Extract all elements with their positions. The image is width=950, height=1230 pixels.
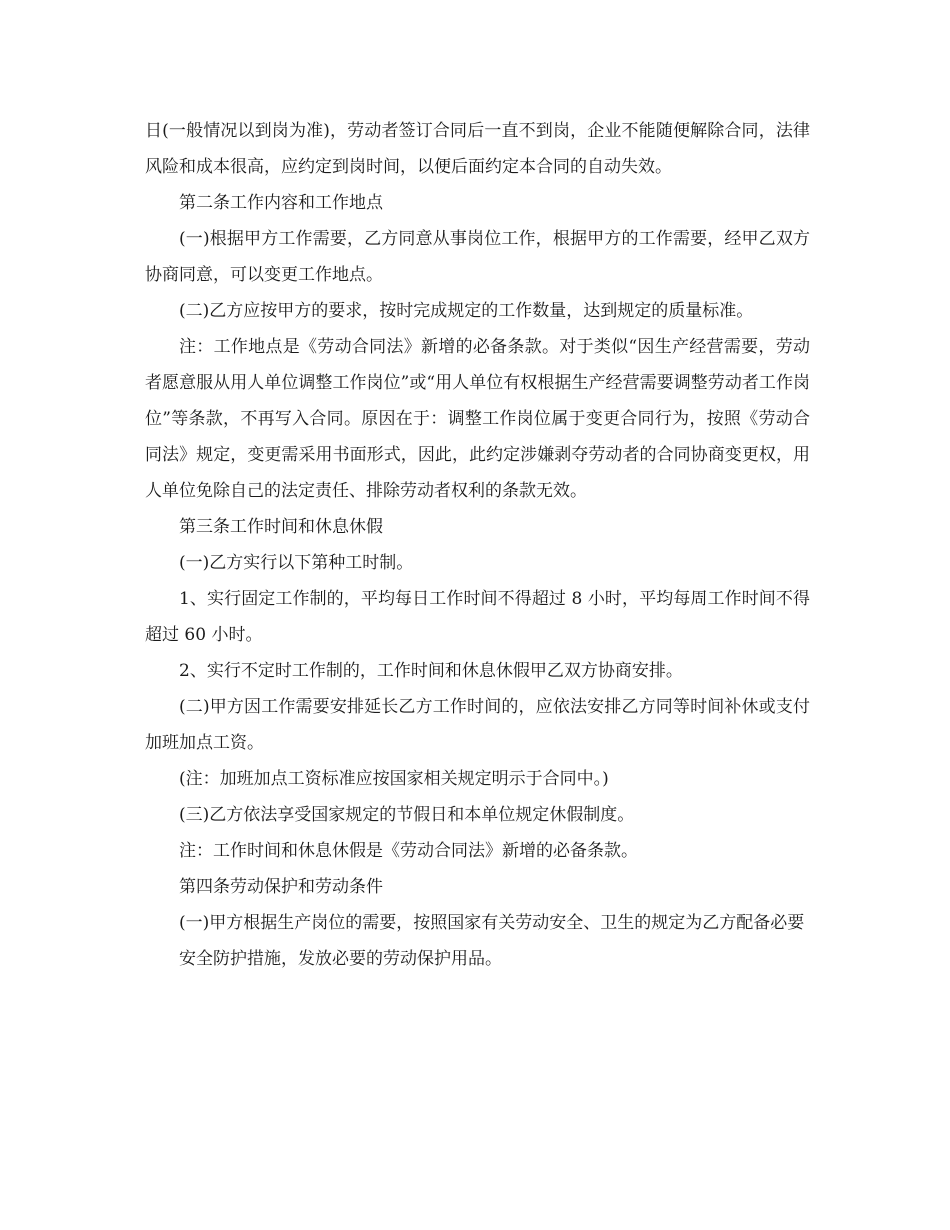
section-heading: 第三条工作时间和休息休假 bbox=[179, 517, 383, 537]
note-paragraph: 注：工作地点是《劳动合同法》新增的必备条款。对于类似“因生产经营需要，劳动者愿意服从用人单位调整工作岗位”或“用人单位有权根据生产经营需要调整劳动者工作岗位”等条款，不再写入合同。原因在于：调整工作岗位属于变更合同行为，按照《劳动合同法》规定，变更需采用书面形式，因此，此约定涉嫌剥夺劳动者的合同协商变更权，用人单位免除自己的法定责任、排除劳动者权利的条款无效。 bbox=[145, 337, 810, 501]
paragraph: (一)乙方实行以下第种工时制。 bbox=[179, 553, 414, 573]
paragraph: (三)乙方依法享受国家规定的节假日和本单位规定休假制度。 bbox=[179, 805, 635, 825]
section-heading: 第二条工作内容和工作地点 bbox=[179, 193, 383, 213]
section-heading: 第四条劳动保护和劳动条件 bbox=[179, 877, 383, 897]
paragraph: (二)甲方因工作需要安排延长乙方工作时间的，应依法安排乙方同等时间补休或支付加班加点工资。 bbox=[145, 697, 810, 753]
paragraph: 2、实行不定时工作制的，工作时间和休息休假甲乙双方协商安排。 bbox=[179, 661, 683, 681]
document-body bbox=[145, 113, 810, 977]
note-paragraph: (注：加班加点工资标准应按国家相关规定明示于合同中。) bbox=[179, 769, 609, 789]
paragraph: 日(一般情况以到岗为准)，劳动者签订合同后一直不到岗，企业不能随便解除合同，法律风险和成本很高，应约定到岗时间，以便后面约定本合同的自动失效。 bbox=[145, 121, 810, 177]
note-paragraph: 注：工作时间和休息休假是《劳动合同法》新增的必备条款。 bbox=[179, 841, 638, 861]
paragraph: 1、实行固定工作制的，平均每日工作时间不得超过 8 小时，平均每周工作时间不得超过 60 小时。 bbox=[145, 589, 810, 645]
paragraph: 安全防护措施，发放必要的劳动保护用品。 bbox=[179, 949, 502, 969]
paragraph: (一)甲方根据生产岗位的需要，按照国家有关劳动安全、卫生的规定为乙方配备必要 bbox=[179, 913, 805, 933]
paragraph: (一)根据甲方工作需要，乙方同意从事岗位工作，根据甲方的工作需要，经甲乙双方协商同意，可以变更工作地点。 bbox=[145, 229, 810, 285]
paragraph: (二)乙方应按甲方的要求，按时完成规定的工作数量，达到规定的质量标准。 bbox=[179, 301, 754, 321]
